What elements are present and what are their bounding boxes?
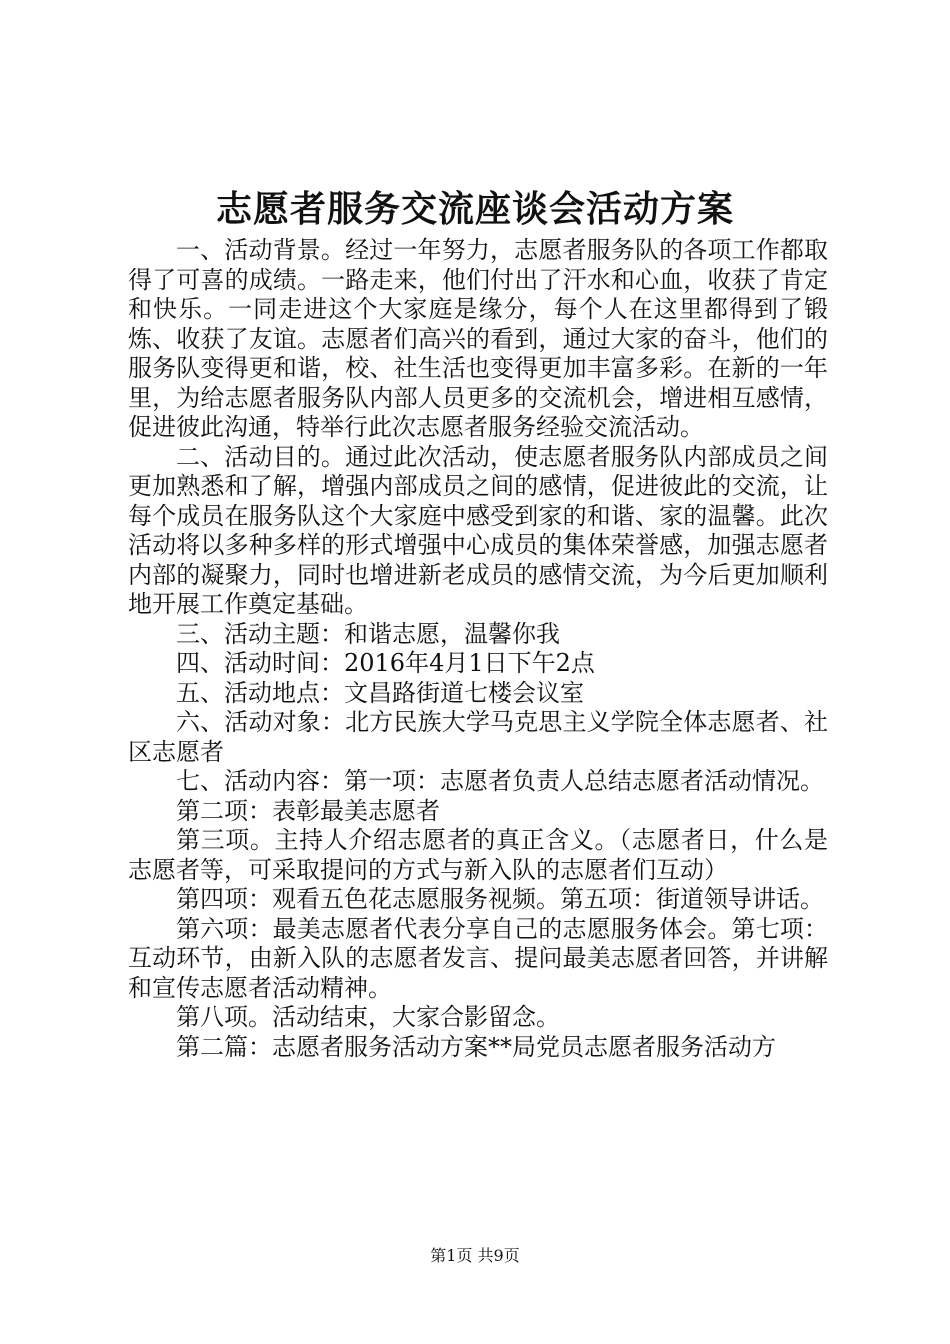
page-indicator: 第1页 共9页 (430, 1246, 520, 1265)
paragraph-content-item-1: 七、活动内容：第一项：志愿者负责人总结志愿者活动情况。 (176, 767, 824, 795)
paragraph-purpose: 二、活动目的。通过此次活动，使志愿者服务队内部成员之间更加熟悉和了解，增强内部成员之间的感情，促进彼此的交流，让每个成员在服务队这个大家庭中感受到家的和谐、家的温馨。此次活动将以多种多样的形式增强中心成员的集体荣誉感，加强志愿者内部的凝聚力，同时也增进新老成员的感情交流，为今后更加顺利地开展工作奠定基础。 (128, 442, 828, 618)
paragraph-content-item-4-5: 第四项：观看五色花志愿服务视频。第五项：街道领导讲话。 (176, 885, 824, 913)
paragraph-background: 一、活动背景。经过一年努力，志愿者服务队的各项工作都取得了可喜的成绩。一路走来，他们付出了汗水和心血，收获了肯定和快乐。一同走进这个大家庭是缘分，每个人在这里都得到了锻炼、收获了友谊。志愿者们高兴的看到，通过大家的奋斗，他们的服务队变得更和谐，校、社生活也变得更加丰富多彩。在新的一年里，为给志愿者服务队内部人员更多的交流机会，增进相互感情，促进彼此沟通，特举行此次志愿者服务经验交流活动。 (128, 236, 828, 441)
paragraph-content-item-2: 第二项：表彰最美志愿者 (176, 796, 440, 825)
paragraph-time: 四、活动时间：2016年4月1日下午2点 (176, 649, 595, 677)
document-body (128, 236, 828, 1062)
paragraph-content-item-6-7: 第六项：最美志愿者代表分享自己的志愿服务体会。第七项：互动环节，由新入队的志愿者发言、提问最美志愿者回答，并讲解和宣传志愿者活动精神。 (128, 914, 828, 1002)
paragraph-content-item-8: 第八项。活动结束，大家合影留念。 (176, 1003, 560, 1031)
paragraph-location: 五、活动地点：文昌路街道七楼会议室 (176, 678, 584, 707)
paragraph-content-item-3: 第三项。主持人介绍志愿者的真正含义。（志愿者日，什么是志愿者等，可采取提问的方式与新入队的志愿者们互动） (128, 826, 828, 884)
paragraph-audience: 六、活动对象：北方民族大学马克思主义学院全体志愿者、社区志愿者 (128, 708, 828, 766)
paragraph-theme: 三、活动主题：和谐志愿，温馨你我 (176, 619, 560, 648)
document-title: 志愿者服务交流座谈会活动方案 (215, 188, 734, 230)
paragraph-second-article: 第二篇：志愿者服务活动方案**局党员志愿者服务活动方 (176, 1032, 776, 1061)
